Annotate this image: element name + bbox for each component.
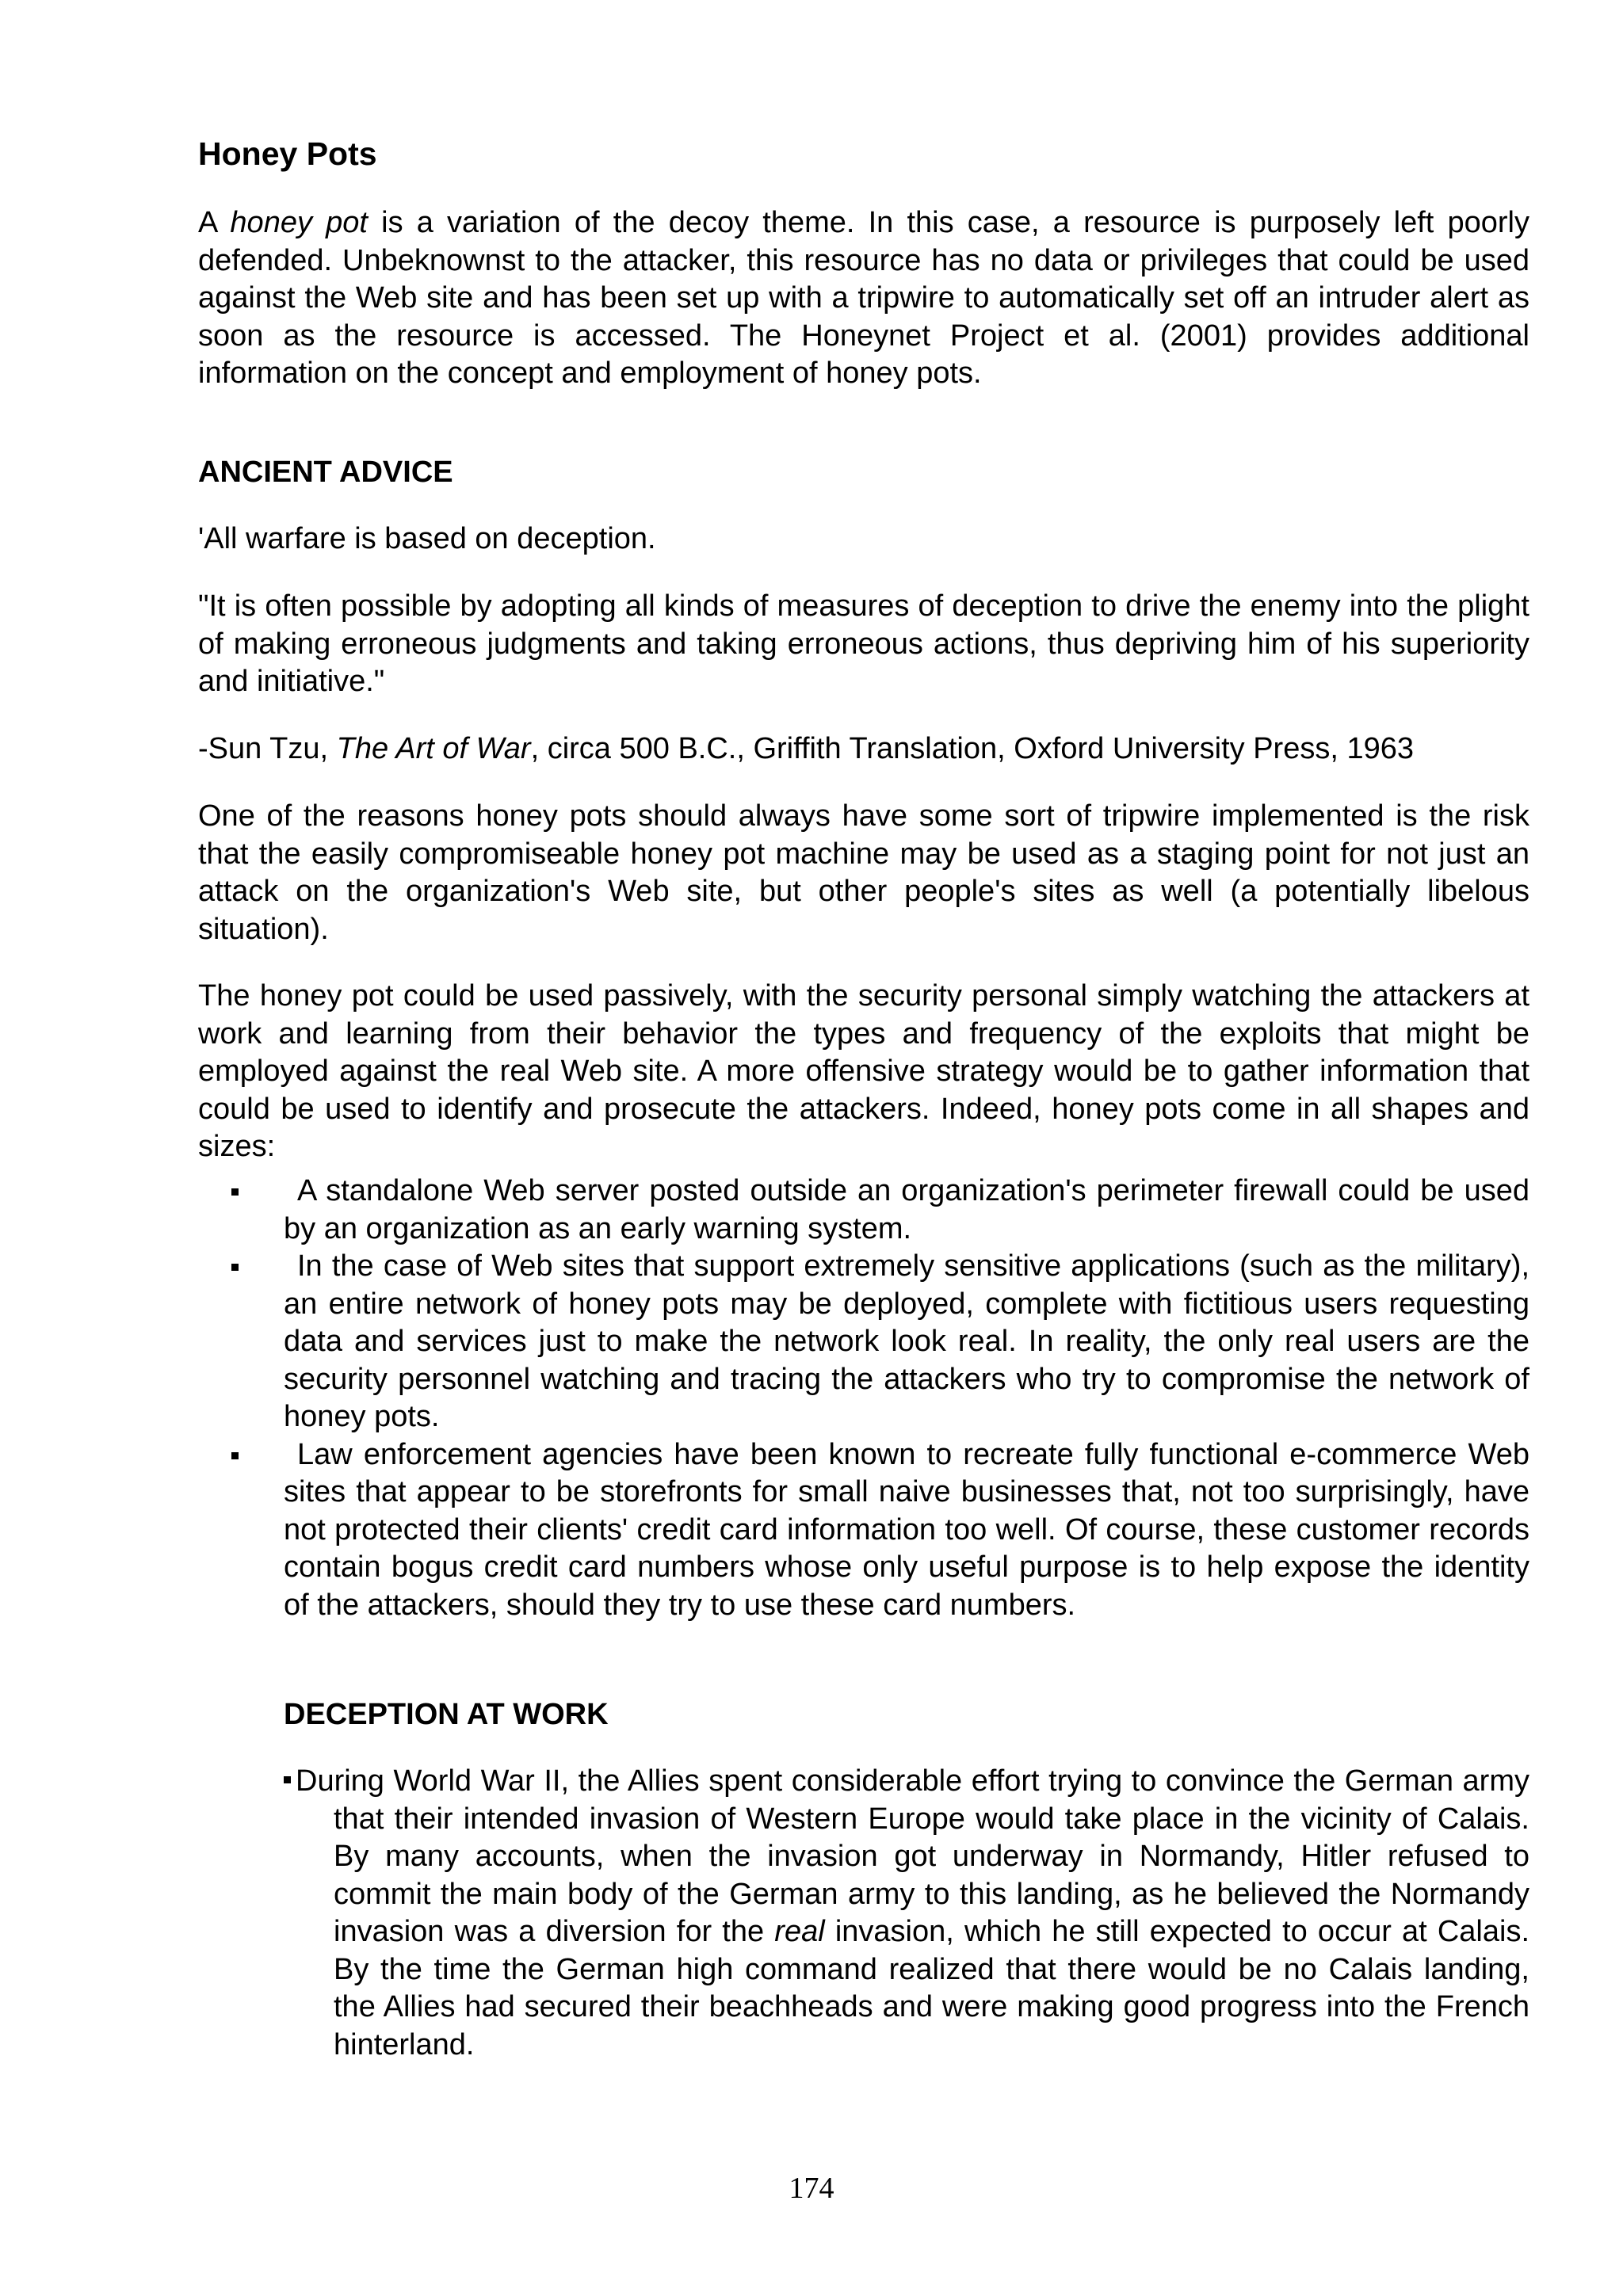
attribution-prefix: -Sun Tzu, bbox=[198, 732, 329, 765]
list-item: In the case of Web sites that support extremely sensitive applications (such as the military), an entire network of honey pots may be deployed, complete with fictitious users requesting data and services just to make the network look real. In reality, the only real users are the security personnel watching and tracing the attackers who try to compromise the network of honey pots. bbox=[198, 1248, 1529, 1436]
tripwire-paragraph: One of the reasons honey pots should always have some sort of tripwire implemented is the risk that the easily compromiseable honey pot machine may be used as a staging point for not just an attack on the organization's Web site, but other people's sites as well (a potentially libelous situation). bbox=[198, 799, 1529, 946]
square-bullet-icon bbox=[231, 1188, 239, 1196]
section-title: Honey Pots bbox=[198, 135, 377, 172]
list-item bbox=[284, 1763, 1529, 2064]
honey-pot-types-list bbox=[198, 1173, 1529, 1624]
list-item: Law enforcement agencies have been known to recreate fully functional e-commerce Web sites that appear to be storefronts for small naive businesses that, not too surprisingly, have not protected their clients' credit card information too well. Of course, these customer records contain bogus credit card numbers whose only useful purpose is to help expose the identity of the attackers, should they try to use these card numbers. bbox=[198, 1436, 1529, 1625]
list-item: A standalone Web server posted outside an organization's perimeter firewall could be used by an organization as an early warning system. bbox=[198, 1173, 1529, 1248]
attribution-title: The Art of War bbox=[336, 732, 531, 765]
square-bullet-icon bbox=[284, 1776, 291, 1783]
ancient-advice-heading: ANCIENT ADVICE bbox=[198, 456, 453, 489]
ancient-advice-attribution bbox=[198, 730, 1529, 769]
deception-text-after: invasion, which he still expected to occur at Calais. By the time the German high command realized that there would be no Calais landing, the Allies had secured their beachheads and were making good progress into the French hinterland. bbox=[334, 1915, 1529, 2061]
intro-term: honey pot bbox=[230, 206, 368, 239]
square-bullet-icon bbox=[231, 1452, 239, 1459]
deception-emphasis: real bbox=[774, 1915, 825, 1948]
ancient-advice-quote-1: 'All warfare is based on deception. bbox=[198, 522, 656, 555]
intro-paragraph bbox=[198, 204, 1529, 393]
deception-at-work-heading: DECEPTION AT WORK bbox=[284, 1698, 609, 1731]
square-bullet-icon bbox=[231, 1264, 239, 1271]
deception-at-work-list bbox=[284, 1763, 1529, 2064]
ancient-advice-quote-2: "It is often possible by adopting all kinds of measures of deception to drive the enemy into the plight of making erroneous judgments and taking erroneous actions, thus depriving him of his superiority and initiative." bbox=[198, 589, 1529, 698]
attribution-suffix: , circa 500 B.C., Griffith Translation, Oxford University Press, 1963 bbox=[530, 732, 1414, 765]
passive-use-paragraph: The honey pot could be used passively, with the security personal simply watching the attackers at work and learning from their behavior the types and frequency of the exploits that might be employed against the real Web site. A more offensive strategy would be to gather information that could be used to identify and prosecute the attackers. Indeed, honey pots come in all shapes and sizes: bbox=[198, 979, 1529, 1163]
intro-article: A bbox=[198, 206, 217, 239]
deception-text-before: During World War II, the Allies spent considerable effort trying to convince the German army that their intended invasion of Western Europe would take place in the vicinity of Calais. By many accounts, when the invasion got underway in Normandy, Hitler refused to commit the main body of the German army to this landing, as he believed the Normandy invasion was a diversion for the bbox=[296, 1764, 1529, 1948]
page-number: 174 bbox=[789, 2172, 834, 2205]
intro-rest: is a variation of the decoy theme. In this case, a resource is purposely left poorly defended. Unbeknownst to the attacker, this resource has no data or privileges that could be used against the Web site and has been set up with a tripwire to automatically set off an intruder alert as soon as the resource is accessed. The Honeynet Project et al. (2001) provides additional information on the concept and employment of honey pots. bbox=[198, 206, 1529, 390]
